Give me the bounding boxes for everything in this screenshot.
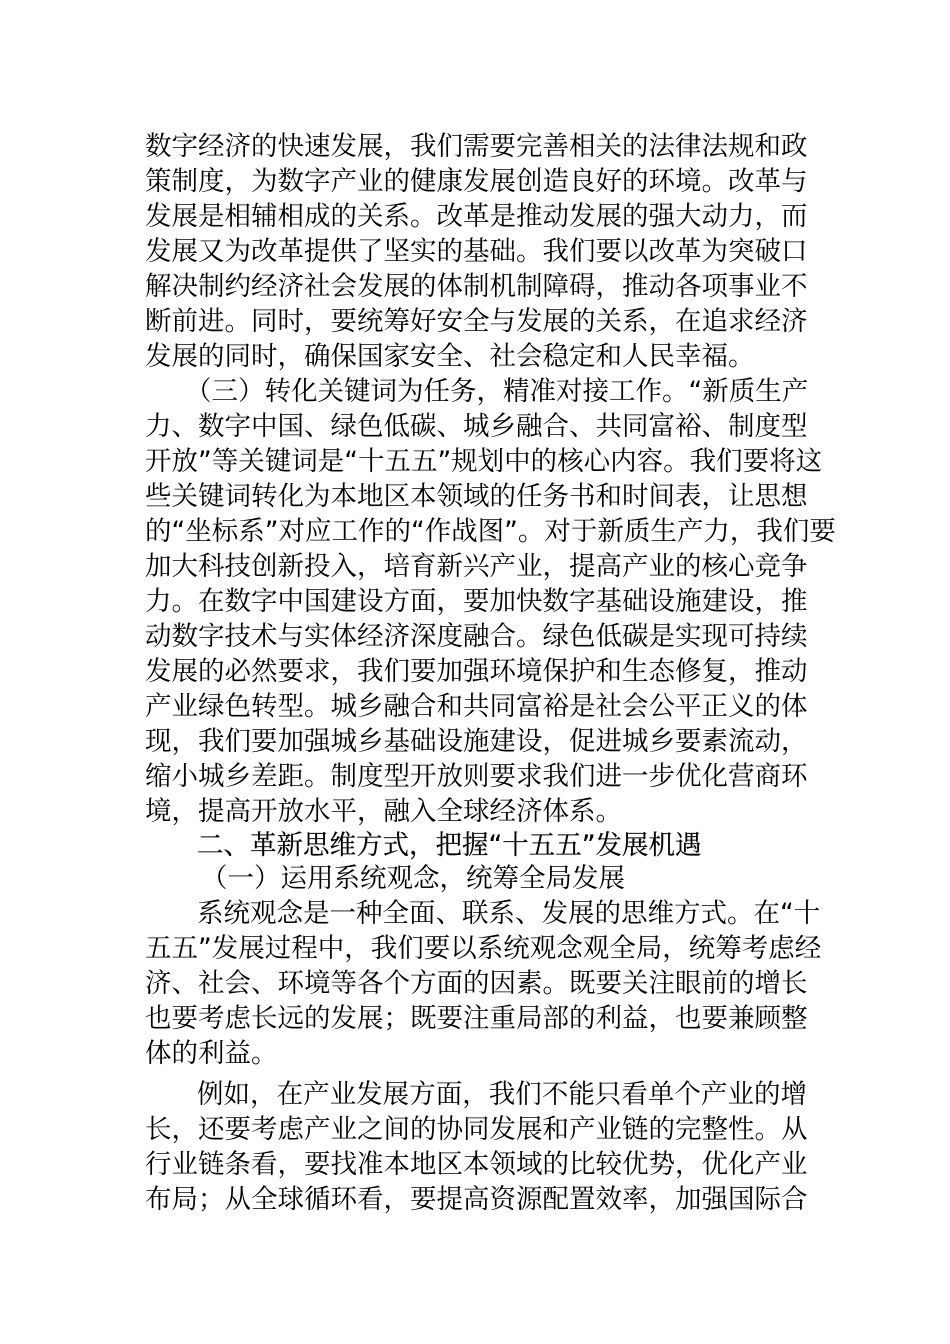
- text-line: 发展又为改革提供了坚实的基础。我们要以改革为突破口: [145, 236, 808, 267]
- text-line: 济、社会、环境等各个方面的因素。既要关注眼前的增长: [145, 968, 808, 999]
- text-line: 五五”发展过程中，我们要以系统观念观全局，统筹考虑经: [145, 933, 822, 964]
- text-line: 断前进。同时，要统筹好安全与发展的关系，在追求经济: [145, 306, 808, 337]
- text-line: （三）转化关键词为任务，精准对接工作。“新质生产: [185, 376, 809, 407]
- text-line: 力。在数字中国建设方面，要加快数字基础设施建设，推: [145, 586, 808, 617]
- text-line: 行业链条看，要找准本地区本领域的比较优势，优化产业: [145, 1149, 808, 1180]
- section-heading: 二、革新思维方式，把握“十五五”发展机遇: [197, 830, 702, 861]
- text-line: 境，提高开放水平，融入全球经济体系。: [145, 796, 622, 827]
- text-line: 加大科技创新投入，培育新兴产业，提高产业的核心竞争: [145, 551, 808, 582]
- text-line: 力、数字中国、绿色低碳、城乡融合、共同富裕、制度型: [145, 411, 808, 442]
- text-line: 产业绿色转型。城乡融合和共同富裕是社会公平正义的体: [145, 691, 808, 722]
- text-line: 系统观念是一种全面、联系、发展的思维方式。在“十: [197, 898, 821, 929]
- text-line: 缩小城乡差距。制度型开放则要求我们进一步优化营商环: [145, 761, 808, 792]
- text-line: 例如，在产业发展方面，我们不能只看单个产业的增: [197, 1079, 807, 1110]
- text-line: 现，我们要加强城乡基础设施建设，促进城乡要素流动，: [145, 726, 808, 757]
- text-line: 发展的必然要求，我们要加强环境保护和生态修复，推动: [145, 656, 808, 687]
- text-line: 解决制约经济社会发展的体制机制障碍，推动各项事业不: [145, 271, 808, 302]
- text-line: 发展是相辅相成的关系。改革是推动发展的强大动力，而: [145, 201, 808, 232]
- text-line: 策制度，为数字产业的健康发展创造良好的环境。改革与: [145, 166, 808, 197]
- text-line: 些关键词转化为本地区本领域的任务书和时间表，让思想: [145, 481, 808, 512]
- text-line: 体的利益。: [145, 1038, 278, 1069]
- text-line: 也要考虑长远的发展；既要注重局部的利益，也要兼顾整: [145, 1003, 808, 1034]
- text-line: 的“坐标系”对应工作的“作战图”。对于新质生产力，我们要: [145, 516, 836, 547]
- text-line: 布局；从全球循环看，要提高资源配置效率，加强国际合: [145, 1184, 808, 1215]
- text-line: 数字经济的快速发展，我们需要完善相关的法律法规和政: [145, 131, 808, 162]
- text-line: 发展的同时，确保国家安全、社会稳定和人民幸福。: [145, 341, 755, 372]
- text-line: 动数字技术与实体经济深度融合。绿色低碳是实现可持续: [145, 621, 808, 652]
- text-line: 长，还要考虑产业之间的协同发展和产业链的完整性。从: [145, 1114, 808, 1145]
- text-line: 开放”等关键词是“十五五”规划中的核心内容。我们要将这: [145, 446, 823, 477]
- text-line: （一）运用系统观念，统筹全局发展: [201, 863, 625, 894]
